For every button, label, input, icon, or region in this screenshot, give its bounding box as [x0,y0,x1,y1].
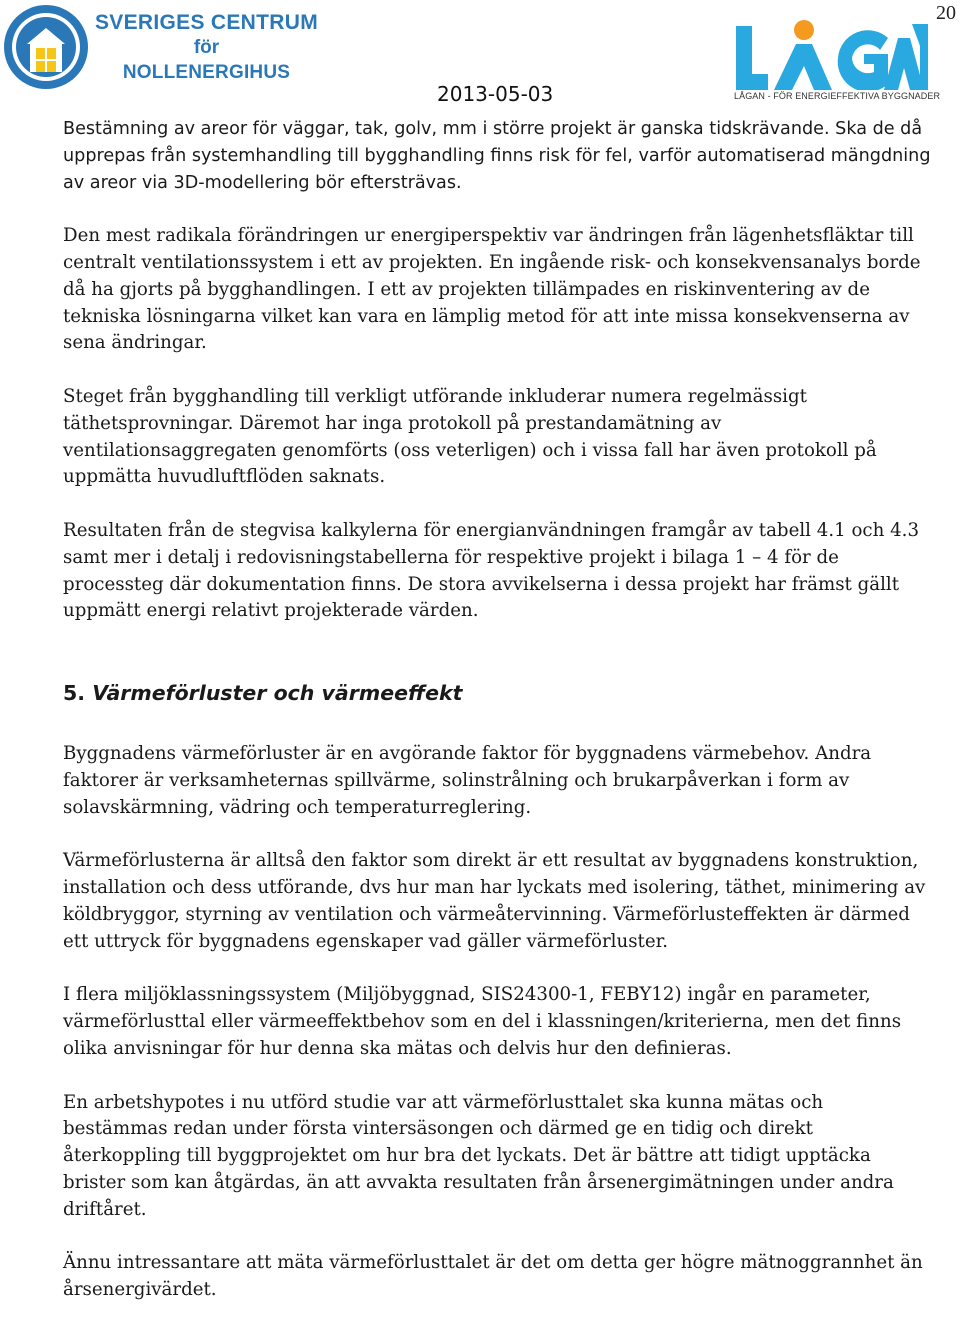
document-date: 2013-05-03 [437,82,554,106]
paragraph: Ännu intressantare att mäta värmeförlusttalet är det om detta ger högre mätnoggrannhet än årsenergivärdet. [63,1252,923,1301]
document-body [63,116,933,1331]
paragraph: Den mest radikala förändringen ur energiperspektiv var ändringen från lägenhetsfläktar till centralt ventilationssystem i ett av projekten. En ingående risk- och konsekvensanalys borde då ha gjorts på bygghandlingen. I ett av projekten tillämpades en riskinventering av de tekniska lösningarna vilket kan vara en lämplig metod för att inte missa konsekvenserna av sena ändringar. [63,225,921,354]
paragraph: Bestämning av areor för väggar, tak, golv, mm i större projekt är ganska tidskrävande. Ska de då upprepas från systemhandling till bygghandling finns risk för fel, varför automatiserad mängdning av areor via 3D-modellering bör eftersträvas. [63,119,931,193]
logo-line-2: för [193,36,220,58]
paragraph: Steget från bygghandling till verkligt utförande inkluderar numera regelmässigt täthetsprovningar. Däremot har inga protokoll på prestandamätning av ventilationsaggregaten genomförts (oss veterligen) och i vissa fall har även protokoll på uppmätta huvudluftflöden saknats. [63,385,877,488]
section-number: 5. [63,681,86,706]
logo-line-1: SVERIGES CENTRUM [95,10,318,34]
logo-wordmark [95,10,318,85]
lagan-logo-mark-icon [734,18,928,90]
paragraph: Värmeförlusterna är alltså den faktor som direkt är ett resultat av byggnadens konstruktion, installation och dess utförande, dvs hur man har lyckats med isolering, täthet, minimering av köldbryggor, styrning av ventilation och värmeåtervinning. Värmeförlusteffekten är därmed ett uttryck för byggnadens egenskaper vad gäller värmeförluster. [63,850,926,952]
lagan-logo [734,18,941,101]
house-emblem-icon [3,4,89,90]
paragraph: En arbetshypotes i nu utförd studie var att värmeförlusttalet ska kunna mätas och bestämmas redan under första vintersäsongen och därmed ge en tidig och direkt återkoppling till byggprojektet om hur bra det lyckats. Det är bättre att tidigt upptäcka brister som kan åtgärdas, än att avvakta resultaten från årsenergimätningen under andra driftåret. [63,1091,894,1220]
section-heading [63,679,933,707]
logo-line-3: NOLLENERGIHUS [122,61,291,83]
paragraph: Byggnadens värmeförluster är en avgörande faktor för byggnadens värmebehov. Andra faktorer är verksamheternas spillvärme, solinstrålning och brukarpåverkan i form av solavskärmning, vädring och temperaturreglering. [63,743,872,818]
page-number: 20 [936,2,956,24]
paragraph: Resultaten från de stegvisa kalkylerna för energianvändningen framgår av tabell 4.1 och 4.3 samt mer i detalj i redovisningstabellerna för respektive projekt i bilaga 1 – 4 för de processteg där dokumentation finns. De stora avvikelserna i dessa projekt har främst gällt uppmätt energi relativt projekterade värden. [63,519,920,622]
sveriges-centrum-logo [3,4,318,90]
lagan-tagline: LÅGAN - FÖR ENERGIEFFEKTIVA BYGGNADER [734,91,941,101]
section-title: Värmeförluster och värmeeffekt [92,681,463,706]
paragraph: I flera miljöklassningssystem (Miljöbyggnad, SIS24300-1, FEBY12) ingår en parameter, värmeförlusttal eller värmeeffektbehov som en del i klassningen/kriterierna, men det finns olika anvisningar för hur denna ska mätas och delvis hur den definieras. [63,984,902,1059]
